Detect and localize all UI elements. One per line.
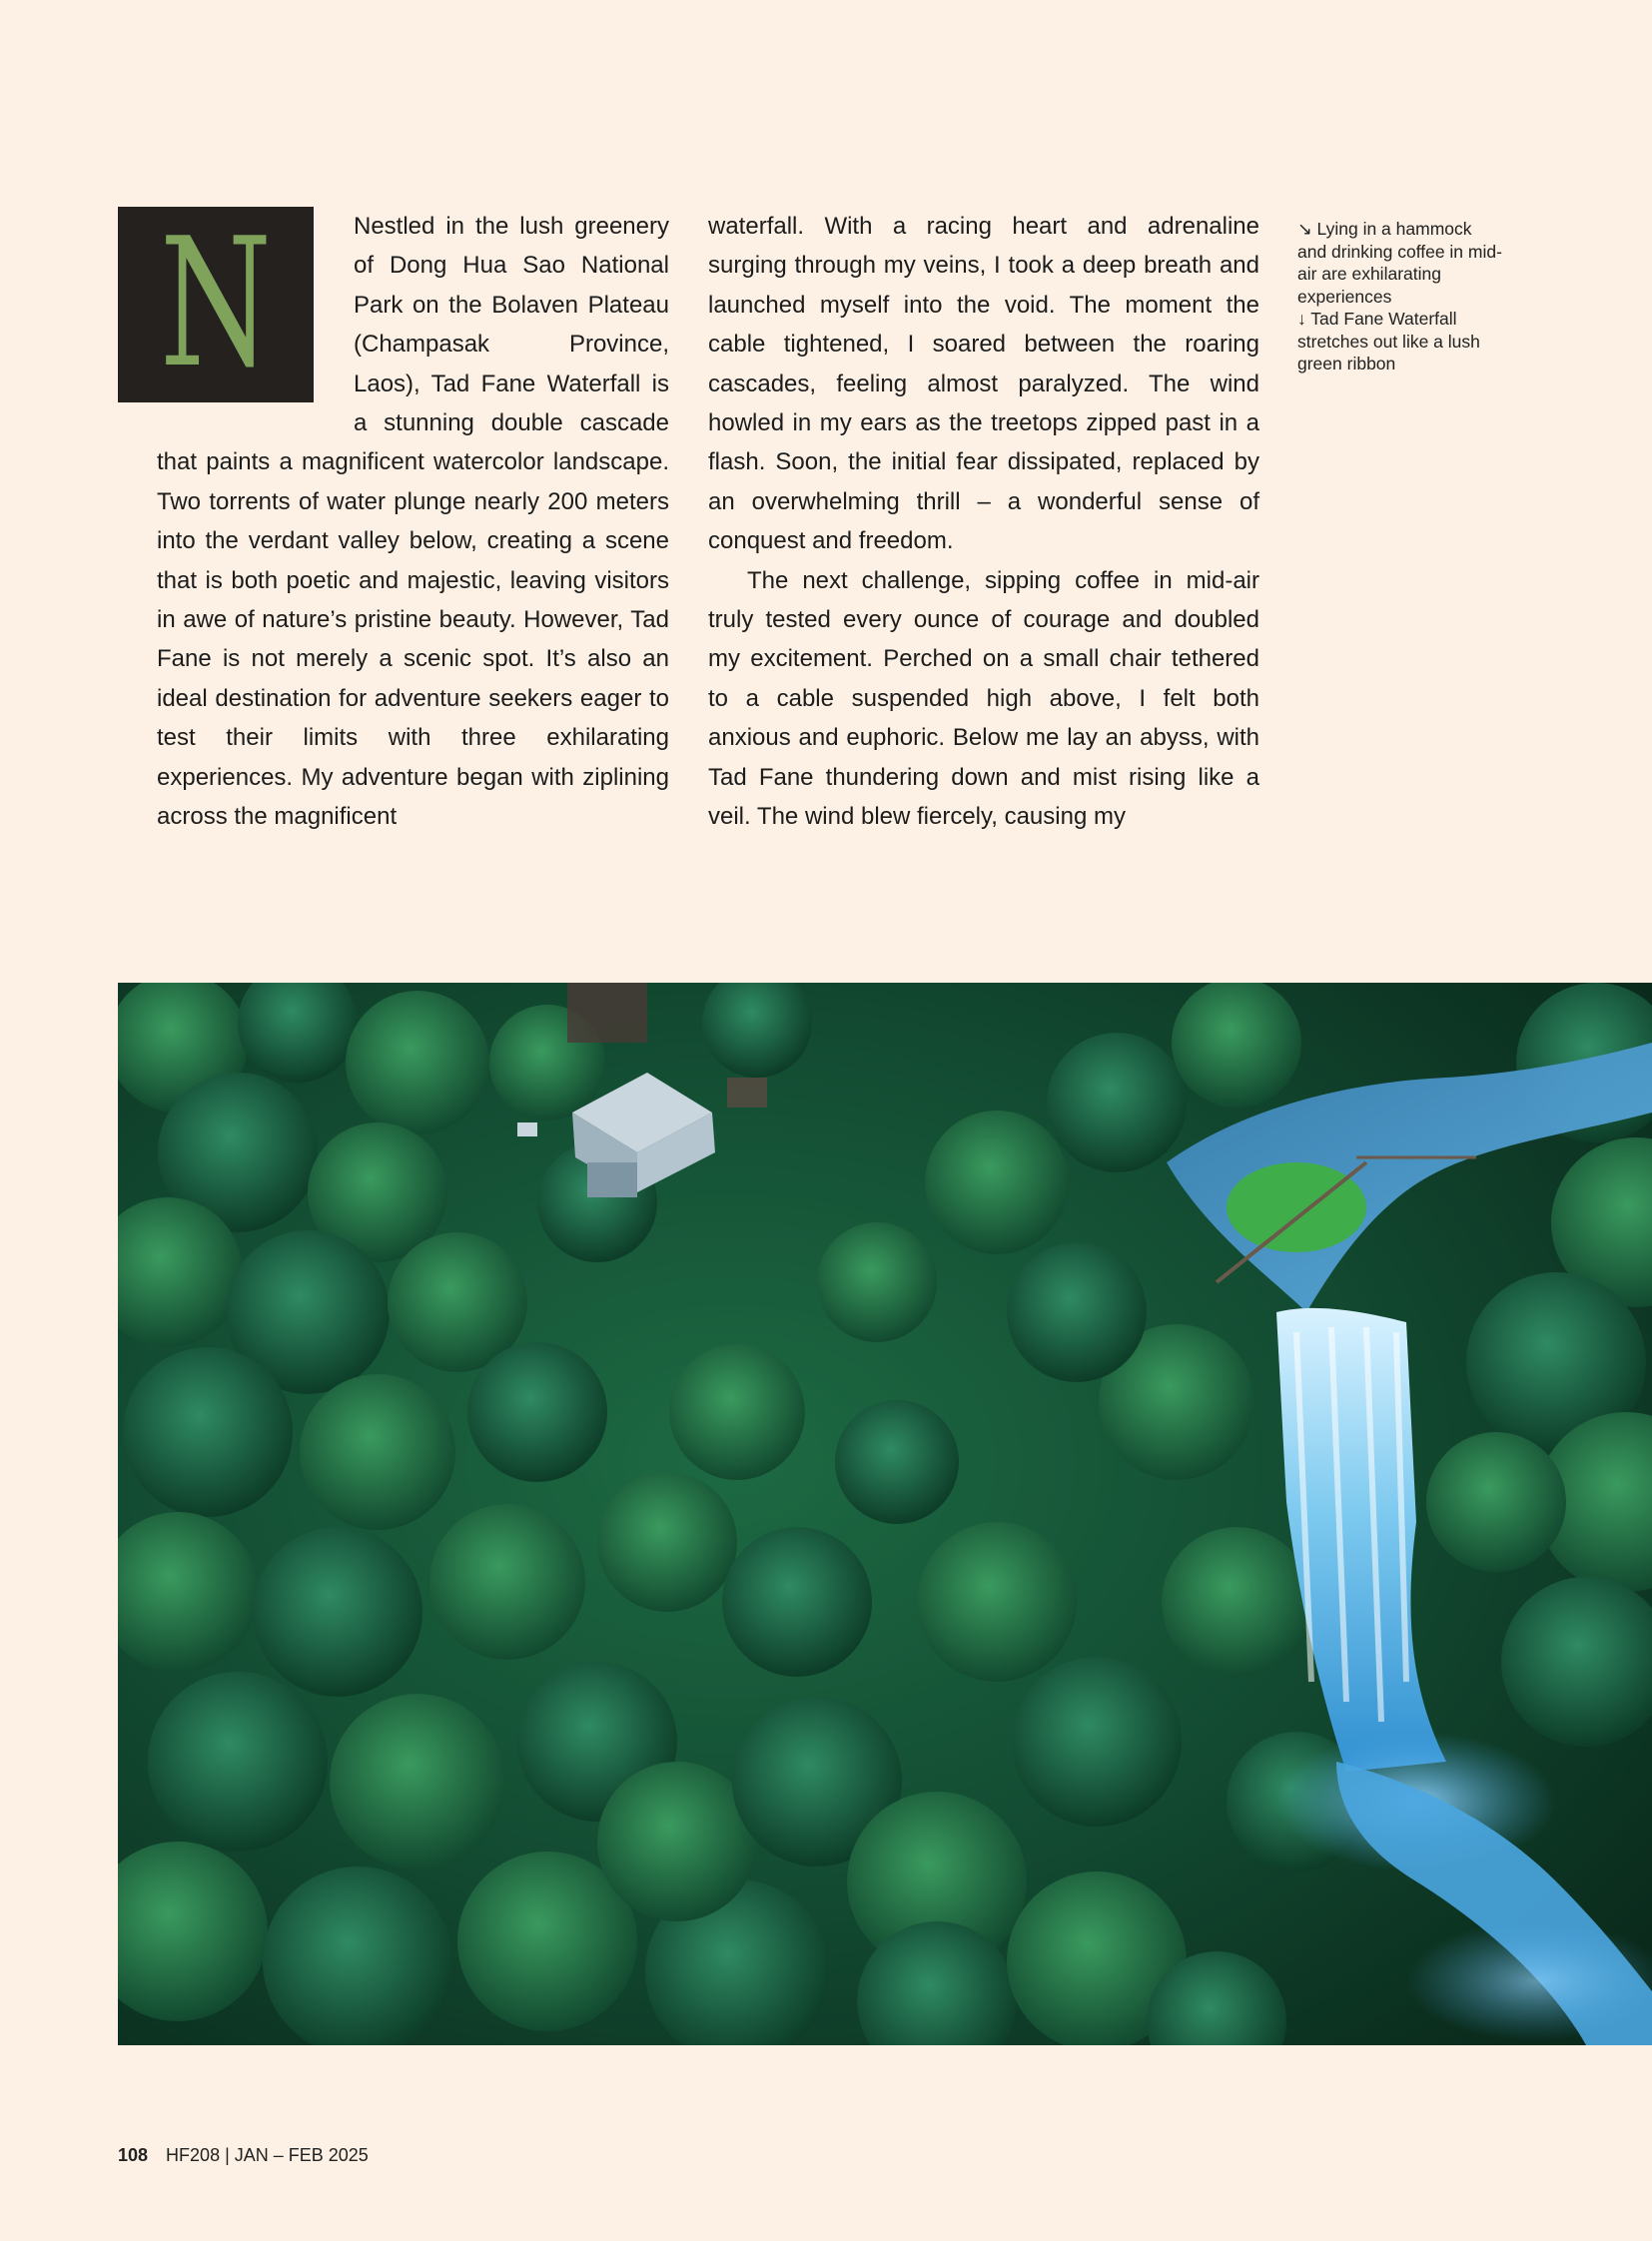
caption-hammock: ↘ Lying in a hammock and drinking coffee in mid-air are exhilarating experiences xyxy=(1297,219,1502,307)
photo-captions xyxy=(1297,218,1503,375)
article-lead-paragraph: Nestled in the lush greenery of Dong Hua Sao National Park on the Bolaven Plateau (Champasak Province, Laos), Tad Fane Waterfall is a stunning double cascade that paints a magnificent watercolor landscape. Two torrents of water plunge nearly 200 meters into the verdant valley below, creating a scene that is both poetic and majestic, leaving visitors in awe of nature’s pristine beauty. However, Tad Fane is not merely a scenic spot. It’s also an ideal destination for adventure seekers eager to test their limits with three exhilarating experiences. My adventure began with ziplining across the magnificent xyxy=(157,213,669,831)
article-paragraph: The next challenge, sipping coffee in mid-air truly tested every ounce of courage and doubled my excitement. Perched on a small chair tethered to a cable suspended high above, I felt both anxious and euphoric. Below me lay an abyss, with Tad Fane thundering down and mist rising like a veil. The wind blew fiercely, causing my xyxy=(708,566,1259,831)
article-column-right xyxy=(708,207,1259,837)
forest-waterfall-illustration xyxy=(118,983,1652,2045)
article-paragraph: waterfall. With a racing heart and adrenaline surging through my veins, I took a deep breath and launched myself into the void. The moment the cable tightened, I soared between the roaring cascades, feeling almost paralyzed. The wind howled in my ears as the treetops zipped past in a flash. Soon, the initial fear dissipated, replaced by an overwhelming thrill – a wonderful sense of conquest and freedom. xyxy=(708,213,1259,555)
caption-waterfall: ↓ Tad Fane Waterfall stretches out like a lush green ribbon xyxy=(1297,309,1480,374)
page-footer xyxy=(118,2143,369,2167)
page-number: 108 xyxy=(118,2145,149,2165)
waterfall-aerial-photo xyxy=(118,983,1652,2045)
article-column-left xyxy=(118,200,669,837)
issue-info: HF208 | JAN – FEB 2025 xyxy=(166,2145,369,2165)
drop-cap xyxy=(118,200,314,406)
drop-cap-letter: N xyxy=(159,200,273,406)
grass-island xyxy=(1227,1162,1366,1252)
